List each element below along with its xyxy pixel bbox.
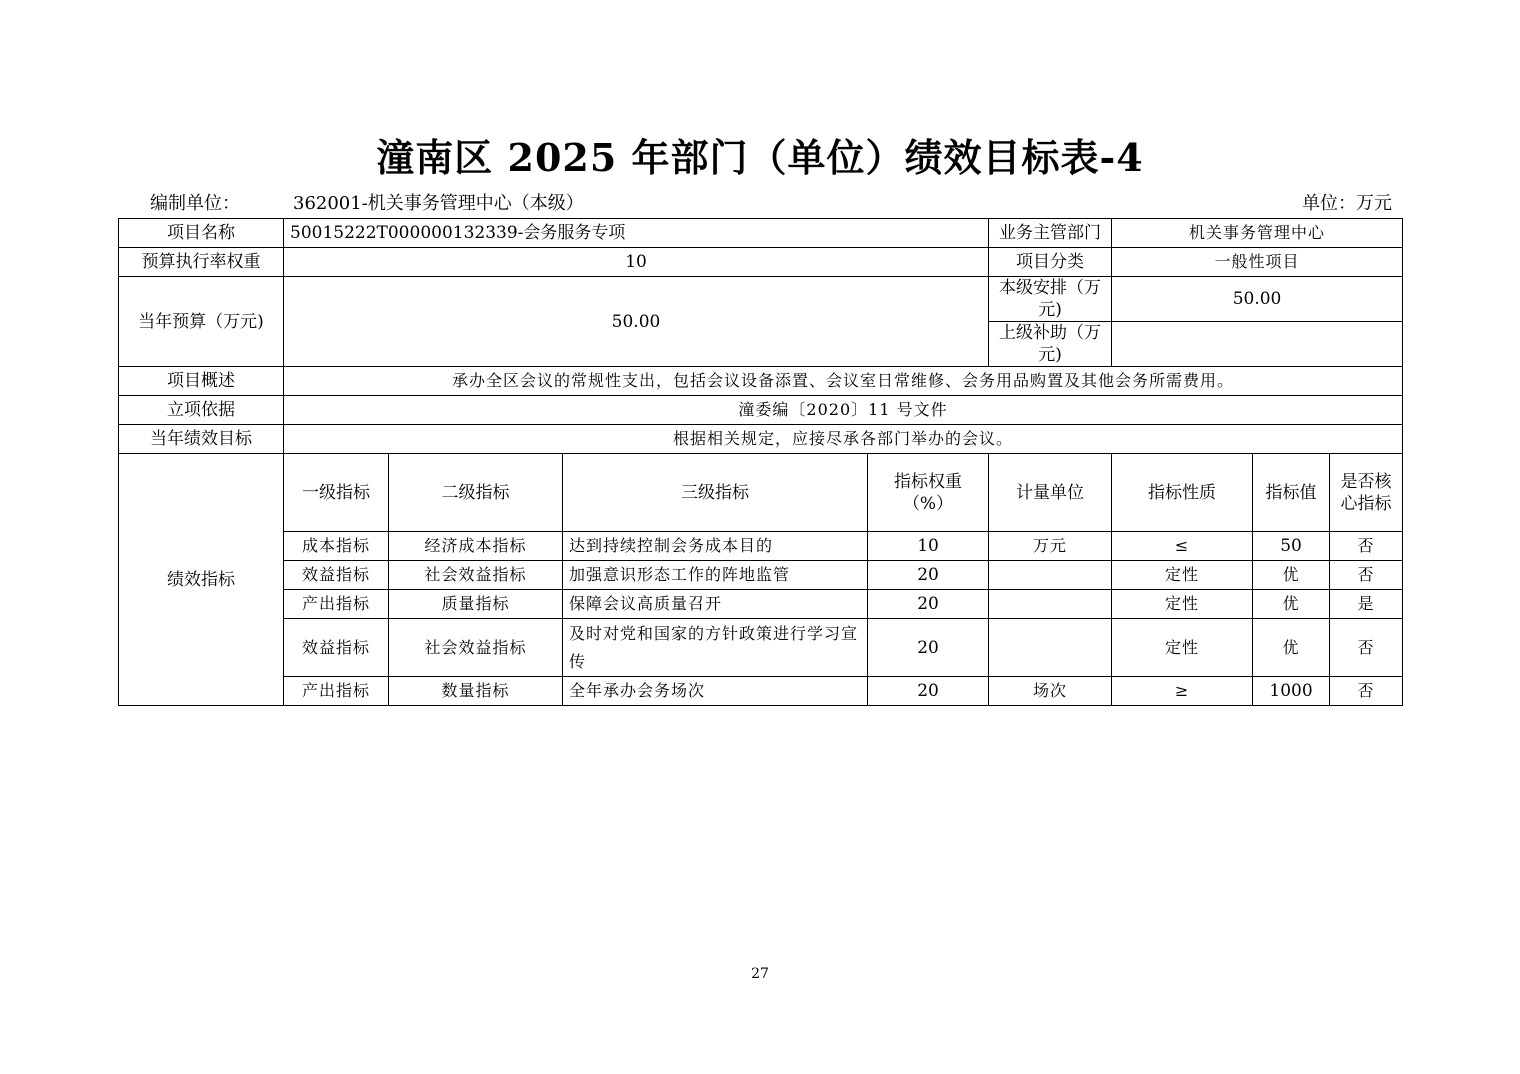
row-core: 否	[1330, 677, 1403, 706]
local-label: 本级安排（万元)	[989, 277, 1112, 322]
table-row	[119, 590, 1403, 619]
header-nature: 指标性质	[1112, 454, 1253, 532]
indicators-section-label: 绩效指标	[119, 454, 284, 706]
table-row	[119, 677, 1403, 706]
dept-value: 机关事务管理中心	[1112, 219, 1403, 248]
header-level2: 二级指标	[389, 454, 563, 532]
row-level3: 全年承办会务场次	[563, 677, 868, 706]
row-unit	[989, 561, 1112, 590]
header-level1: 一级指标	[284, 454, 389, 532]
row-weight: 20	[868, 619, 989, 677]
overview-label: 项目概述	[119, 367, 284, 396]
basis-value: 潼委编〔2020〕11 号文件	[284, 396, 1403, 425]
row-level2: 质量指标	[389, 590, 563, 619]
row-weight: 20	[868, 561, 989, 590]
row-nature: 定性	[1112, 619, 1253, 677]
table-row	[119, 561, 1403, 590]
row-value: 优	[1253, 590, 1330, 619]
header-value: 指标值	[1253, 454, 1330, 532]
weight-row	[119, 248, 1403, 277]
row-nature: ≤	[1112, 532, 1253, 561]
table-row	[119, 532, 1403, 561]
budget-value: 50.00	[284, 277, 989, 367]
row-nature: 定性	[1112, 590, 1253, 619]
row-nature: ≥	[1112, 677, 1253, 706]
row-weight: 20	[868, 677, 989, 706]
weight-value: 10	[284, 248, 989, 277]
row-level2: 社会效益指标	[389, 561, 563, 590]
row-nature: 定性	[1112, 561, 1253, 590]
page-title: 潼南区 2025 年部门（单位）绩效目标表-4	[376, 135, 1144, 180]
row-value: 1000	[1253, 677, 1330, 706]
project-name-value: 50015222T000000132339-会务服务专项	[284, 219, 989, 248]
project-name-row	[119, 219, 1403, 248]
superior-value	[1112, 322, 1403, 367]
row-unit	[989, 590, 1112, 619]
header-level3: 三级指标	[563, 454, 868, 532]
row-level1: 产出指标	[284, 590, 389, 619]
table-row	[119, 619, 1403, 677]
row-value: 优	[1253, 619, 1330, 677]
indicator-header-row	[119, 454, 1403, 532]
superior-label: 上级补助（万元)	[989, 322, 1112, 367]
row-level1: 成本指标	[284, 532, 389, 561]
unit-text: 单位：万元	[1302, 193, 1392, 214]
row-unit: 场次	[989, 677, 1112, 706]
row-weight: 20	[868, 590, 989, 619]
basis-label: 立项依据	[119, 396, 284, 425]
overview-value: 承办全区会议的常规性支出，包括会议设备添置、会议室日常维修、会务用品购置及其他会务所需费用。	[284, 367, 1403, 396]
weight-label: 预算执行率权重	[119, 248, 284, 277]
category-label: 项目分类	[989, 248, 1112, 277]
row-value: 优	[1253, 561, 1330, 590]
dept-label: 业务主管部门	[989, 219, 1112, 248]
budget-row-1	[119, 277, 1403, 322]
row-weight: 10	[868, 532, 989, 561]
row-level3: 加强意识形态工作的阵地监管	[563, 561, 868, 590]
row-level3: 达到持续控制会务成本目的	[563, 532, 868, 561]
goal-value: 根据相关规定，应接尽承各部门举办的会议。	[284, 425, 1403, 454]
row-unit	[989, 619, 1112, 677]
row-level2: 经济成本指标	[389, 532, 563, 561]
performance-target-table	[118, 218, 1403, 706]
row-level3: 保障会议高质量召开	[563, 590, 868, 619]
header-unit: 计量单位	[989, 454, 1112, 532]
row-core: 否	[1330, 532, 1403, 561]
header-core: 是否核心指标	[1330, 454, 1403, 532]
row-level2: 数量指标	[389, 677, 563, 706]
row-core: 否	[1330, 561, 1403, 590]
row-level1: 效益指标	[284, 561, 389, 590]
budget-label: 当年预算（万元)	[119, 277, 284, 367]
row-level1: 产出指标	[284, 677, 389, 706]
header-weight: 指标权重（%）	[868, 454, 989, 532]
local-value: 50.00	[1112, 277, 1403, 322]
row-level2: 社会效益指标	[389, 619, 563, 677]
row-core: 否	[1330, 619, 1403, 677]
category-value: 一般性项目	[1112, 248, 1403, 277]
page-number: 27	[751, 966, 769, 982]
row-level3: 及时对党和国家的方针政策进行学习宣传	[563, 619, 868, 677]
row-level1: 效益指标	[284, 619, 389, 677]
goal-label: 当年绩效目标	[119, 425, 284, 454]
row-core: 是	[1330, 590, 1403, 619]
org-label: 编制单位：	[150, 193, 240, 214]
row-value: 50	[1253, 532, 1330, 561]
overview-row	[119, 367, 1403, 396]
row-unit: 万元	[989, 532, 1112, 561]
project-name-label: 项目名称	[119, 219, 284, 248]
goal-row	[119, 425, 1403, 454]
org-value: 362001-机关事务管理中心（本级）	[293, 193, 584, 214]
basis-row	[119, 396, 1403, 425]
